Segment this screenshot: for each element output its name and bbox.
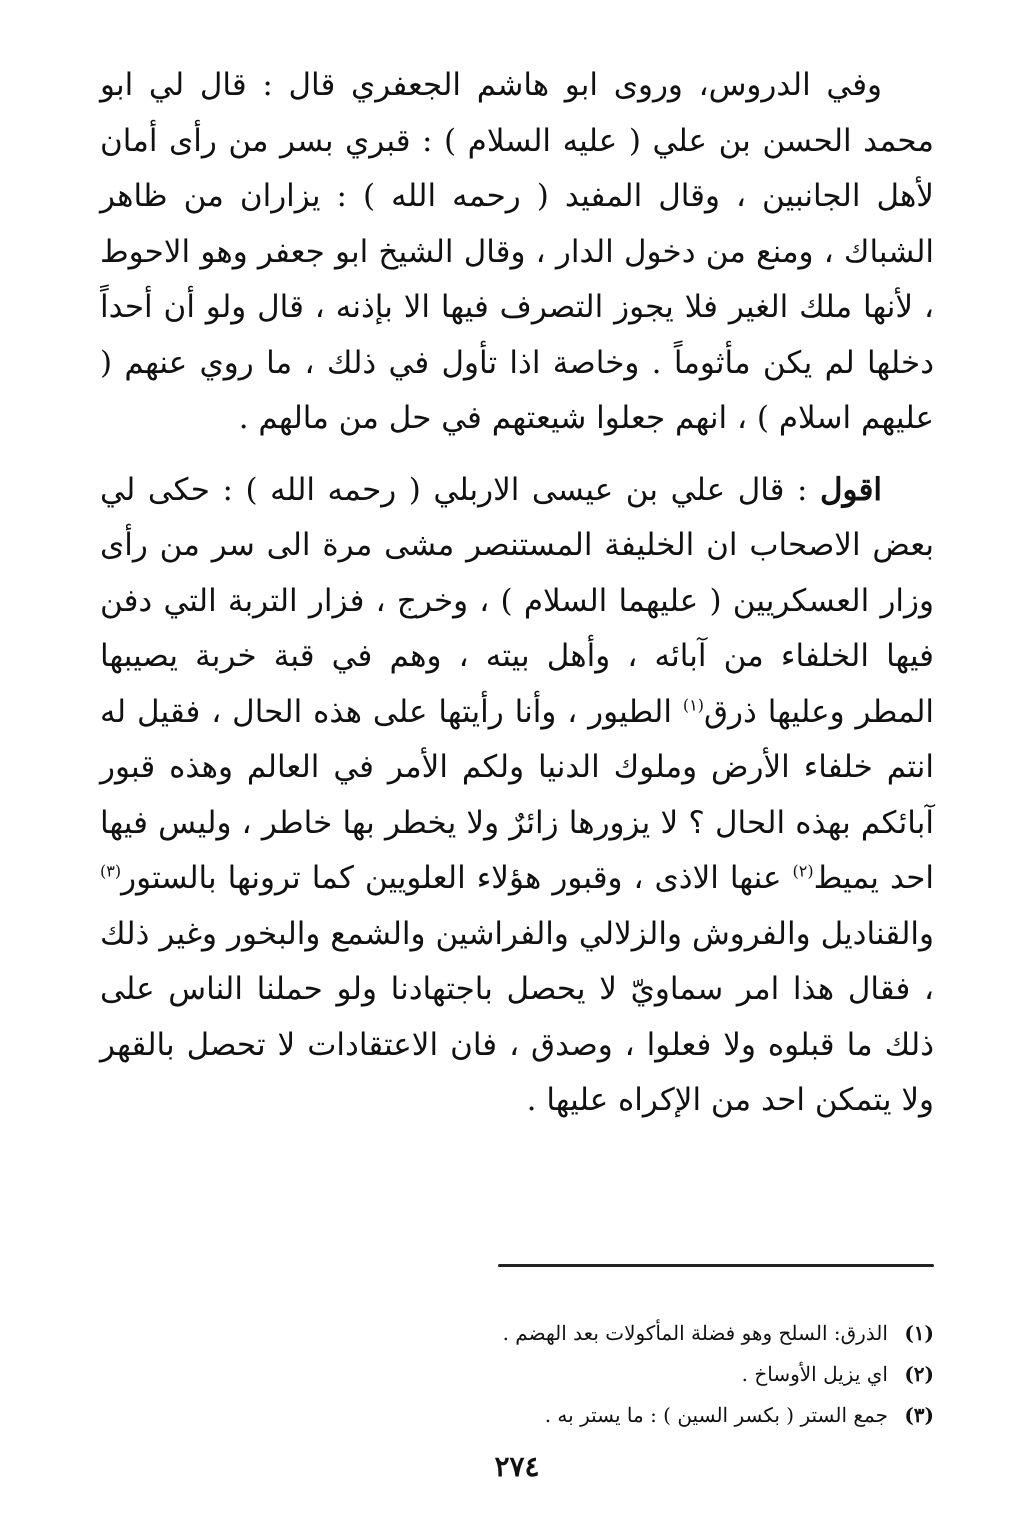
paragraph-1-text: وفي الدروس، وروى ابو هاشم الجعفري قال : قال لي ابو محمد الحسن بن علي ( عليه السلام ) : قبري بسر من رأى أمان لأهل الجانبين ، وقال المفيد ( رحمه الله ) : يزاران من ظاهر الشباك ، ومنع من دخول الدار ، وقال الشيخ ابو جعفر وهو الاحوط ، لأنها ملك الغير فلا يجوز التصرف فيها الا بإذنه ، قال ولو أن أحداً دخلها لم يكن مأثوماً . وخاصة اذا تأول في ذلك ، ما روي عنهم ( عليهم اسلام ) ، انهم جعلوا شيعتهم في حل من مالهم . <box>100 67 934 436</box>
paragraph-2-lead-word: اقول <box>820 471 883 508</box>
footnote-ref-1: (١) <box>682 695 704 715</box>
footnote-1 <box>100 1313 934 1354</box>
footnote-3 <box>100 1395 934 1436</box>
footnote-2-number: (٢) <box>904 1362 934 1386</box>
paragraph-1 <box>100 58 934 447</box>
footnote-3-number: (٣) <box>904 1403 934 1427</box>
footnotes-section <box>100 1313 934 1436</box>
paragraph-2-text-c: عنها الاذى ، وقبور هؤلاء العلويين كما ترونها بالستور <box>121 860 782 896</box>
footnote-2-text: اي يزيل الأوساخ . <box>741 1362 888 1386</box>
paragraph-2-text-d: والقناديل والفروش والزلالي والفراشين والشمع والبخور وغير ذلك ، فقال هذا امر سماويّ لا يحصل باجتهادنا ولو حملنا الناس على ذلك ما قبلوه ولا فعلوا ، وصدق ، فان الاعتقادات لا تحصل بالقهر ولا يتمكن احد من الإكراه عليها . <box>100 915 934 1118</box>
footnote-ref-2: (٢) <box>792 861 814 881</box>
paragraph-2 <box>100 463 934 1129</box>
document-page <box>100 58 934 1488</box>
footnote-ref-3: (٣) <box>100 861 122 881</box>
footnote-1-text: الذرق: السلح وهو فضلة المأكولات بعد الهضم . <box>502 1321 888 1345</box>
paragraph-2-text-b: الطيور ، وأنا رأيتها على هذه الحال ، فقيل له انتم خلفاء الأرض وملوك الدنيا ولكم الأمر في العالم وهذه قبور آبائكم بهذه الحال ؟ لا يزورها زائرٌ ولا يخطر بها خاطر ، وليس فيها احد يميط <box>100 693 935 896</box>
footnote-1-number: (١) <box>904 1321 934 1345</box>
paragraph-2-text-a: : قال علي بن عيسى الاربلي ( رحمه الله ) : حكى لي بعض الاصحاب ان الخليفة المستنصر مشى مرة الى سر من رأى وزار العسكريين ( عليهما السلام ) ، وخرج ، فزار التربة التي دفن فيها الخلفاء من آبائه ، وأهل بيته ، وهم في قبة خربة يصيبها المطر وعليها ذرق <box>100 471 935 730</box>
footnote-2 <box>100 1354 934 1395</box>
page-number: ٢٧٤ <box>494 1450 540 1483</box>
footnote-3-text: جمع الستر ( بكسر السين ) : ما يستر به . <box>544 1403 888 1427</box>
footnote-separator-rule <box>498 1264 934 1267</box>
